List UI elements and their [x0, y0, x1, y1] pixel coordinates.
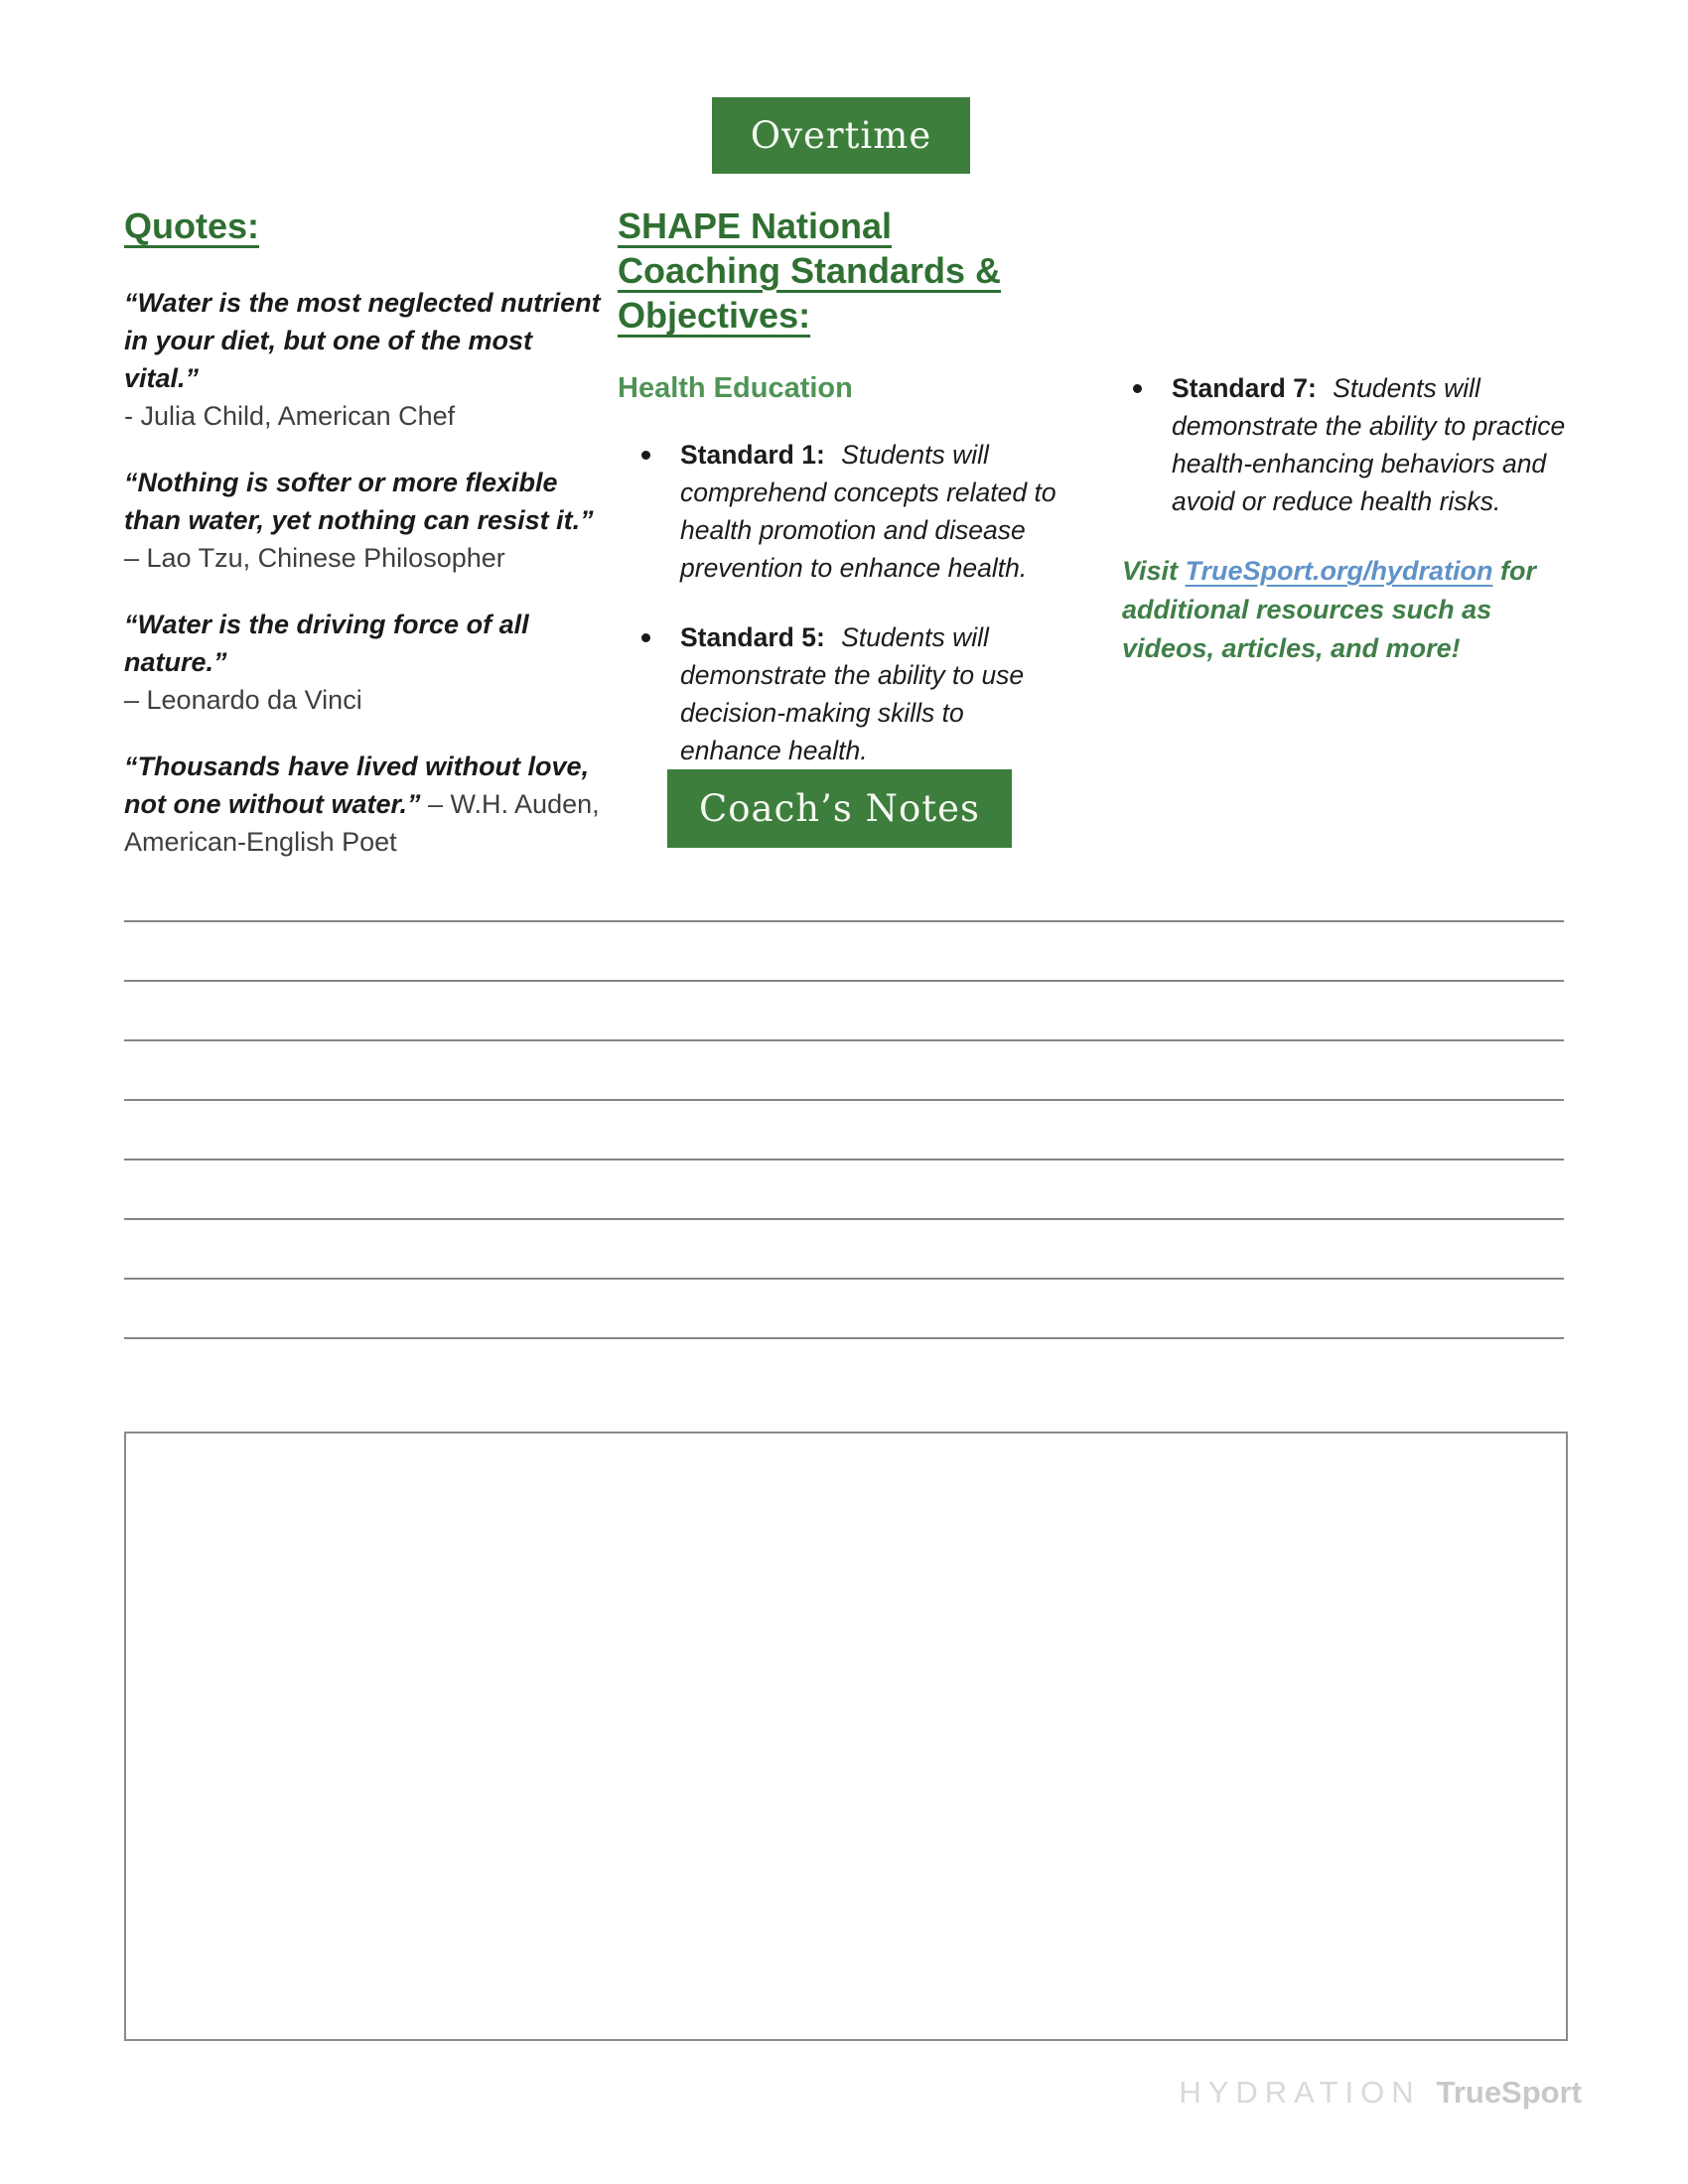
quotes-section: [124, 204, 601, 889]
quote-text: “Water is the most neglected nutrient in your diet, but one of the most vital.”: [124, 288, 601, 393]
quote-text: “Nothing is softer or more flexible than water, yet nothing can resist it.”: [124, 468, 594, 535]
notes-rule-line: [124, 1218, 1564, 1220]
visit-suffix: for additional resources such as videos, articles, and more!: [1122, 556, 1537, 663]
bullet-icon: [641, 633, 650, 642]
standards-right-column: [1122, 369, 1574, 668]
notes-rule-line: [124, 1039, 1564, 1041]
bullet-icon: [1133, 384, 1142, 393]
quote-item: [124, 748, 601, 861]
quote-attribution: – Lao Tzu, Chinese Philosopher: [124, 543, 505, 573]
standard-label: Standard 7:: [1172, 373, 1317, 403]
footer-topic-label: HYDRATION: [1179, 2075, 1421, 2110]
visit-note: [1122, 552, 1574, 668]
visit-prefix: Visit: [1122, 556, 1186, 586]
quote-attribution: – W.H. Auden, American-English Poet: [124, 789, 600, 857]
quote-item: [124, 284, 601, 435]
standard-text: Students will comprehend concepts related to health promotion and disease prevention to enhance health.: [680, 440, 1056, 583]
standards-list: [1122, 369, 1574, 520]
overtime-banner: Overtime: [712, 97, 970, 174]
hydration-link[interactable]: TrueSport.org/hydration: [1185, 556, 1493, 586]
quote-attribution: – Leonardo da Vinci: [124, 685, 362, 715]
standard-item: [1122, 369, 1574, 520]
notes-rule-line: [124, 1159, 1564, 1160]
truesport-logo: TrueSport: [1436, 2075, 1582, 2110]
standard-label: Standard 5:: [680, 622, 825, 652]
health-education-subheading: Health Education: [618, 372, 853, 404]
quote-text: “Water is the driving force of all nature.”: [124, 610, 529, 677]
quotes-heading: Quotes:: [124, 205, 260, 246]
standard-text: Students will demonstrate the ability to practice health-enhancing behaviors and avoid or reduce health risks.: [1172, 373, 1566, 516]
standard-item: [618, 436, 1062, 587]
standards-section: [618, 204, 1062, 801]
bullet-icon: [641, 451, 650, 460]
quote-attribution: - Julia Child, American Chef: [124, 401, 456, 431]
quote-text: “Thousands have lived without love, not one without water.”: [124, 751, 590, 819]
quote-item: [124, 464, 601, 577]
notes-rule-line: [124, 980, 1564, 982]
notes-rule-line: [124, 1337, 1564, 1339]
page-footer: [1179, 2075, 1582, 2111]
notes-rule-line: [124, 1099, 1564, 1101]
standards-heading: SHAPE National Coaching Standards & Objectives:: [618, 205, 1002, 336]
standard-item: [618, 618, 1062, 769]
coachs-notes-banner: Coach’s Notes: [667, 769, 1012, 848]
standards-list: [618, 436, 1062, 769]
notes-box: [124, 1432, 1568, 2041]
quote-item: [124, 606, 601, 719]
standard-label: Standard 1:: [680, 440, 825, 470]
notes-rule-line: [124, 920, 1564, 922]
notes-rule-line: [124, 1278, 1564, 1280]
standard-text: Students will demonstrate the ability to use decision-making skills to enhance health.: [680, 622, 1025, 765]
